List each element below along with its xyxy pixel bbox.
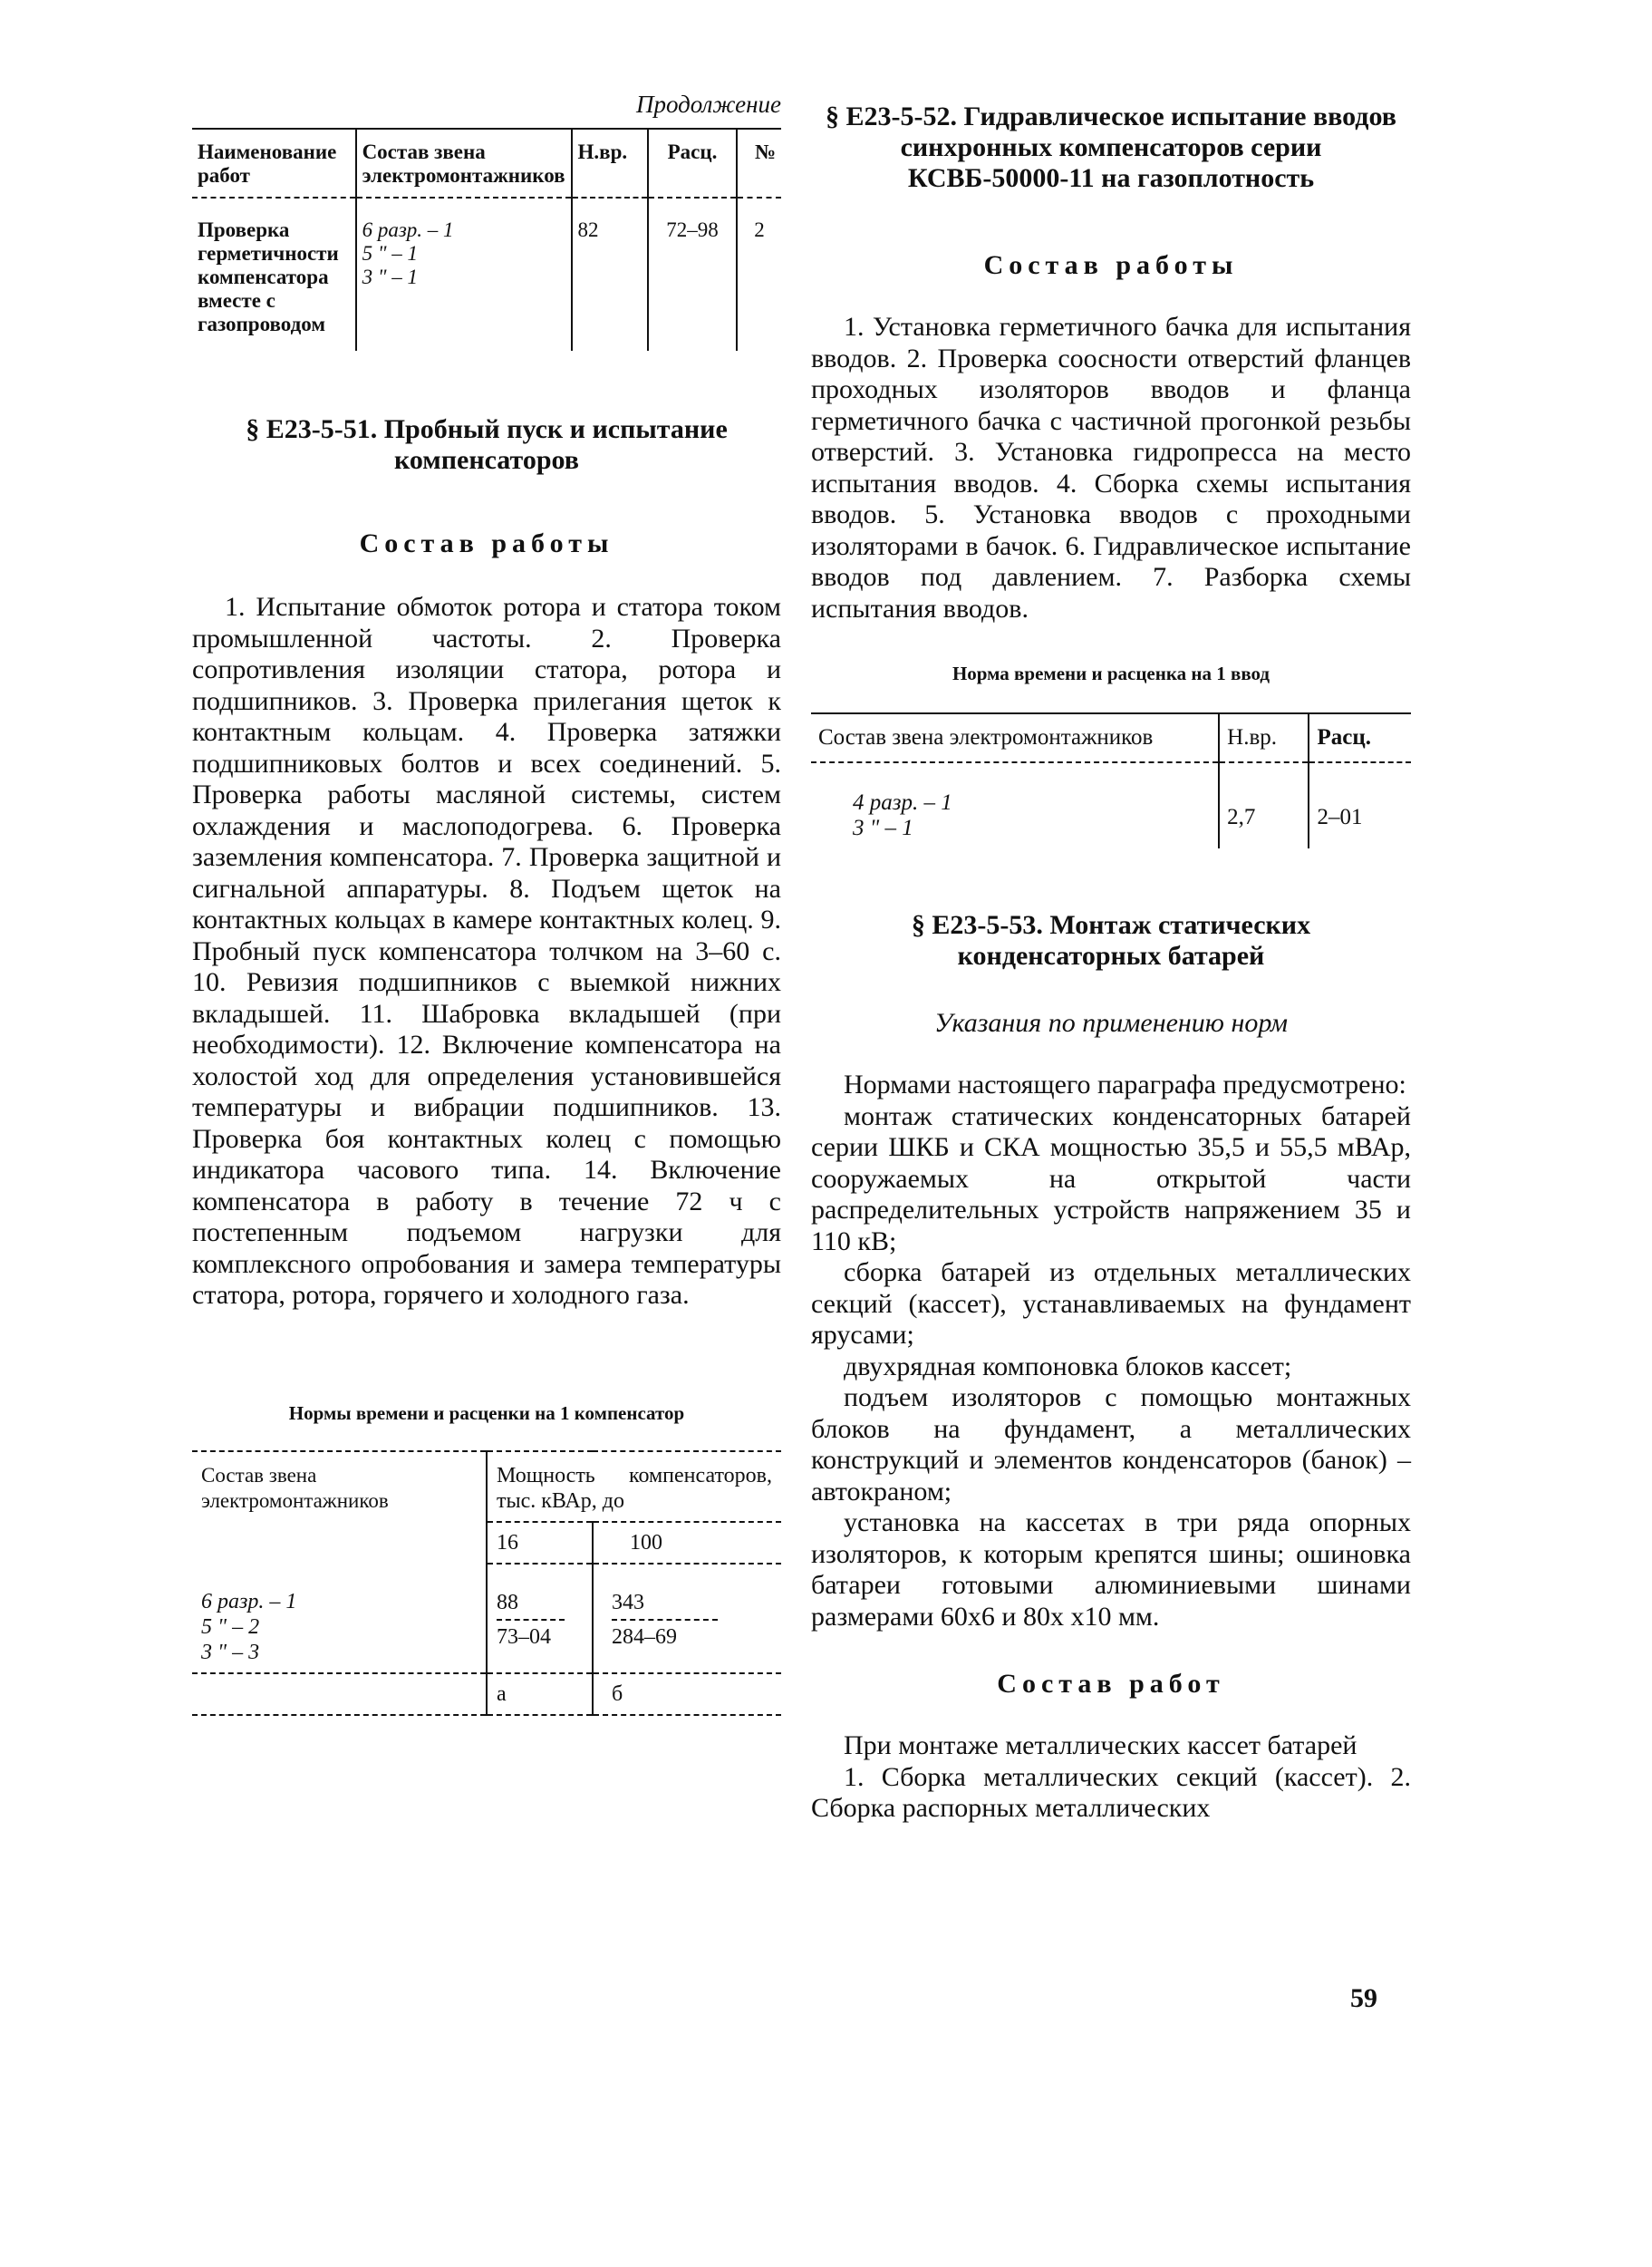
th-power-16: 16	[487, 1522, 593, 1564]
th-work-name: Наименование работ	[192, 129, 356, 198]
cell-rasc: 2–01	[1317, 805, 1363, 829]
table-header-row	[192, 129, 781, 198]
instr-paragraph: установка на кассетах в три ряда опорных изоляторов, к которым крепятся шины; ошиновка батареи готовыми алюминиевыми шинами размерами 60х6 и 80х х10 мм.	[811, 1507, 1411, 1632]
section-51-title: § Е23-5-51. Пробный пуск и испытание компенсаторов	[246, 414, 728, 475]
cell-work-name: Проверка герметичности компенсатора вместе с газопроводом	[192, 198, 356, 351]
crew-line: 4 разр. – 1	[853, 790, 952, 815]
th-number: №	[737, 129, 781, 198]
work-text-51: 1. Испытание обмоток ротора и статора током промышленной частоты. 2. Проверка сопротивления изоляции статора, ротора и подшипников. 3. Проверка прилегания щеток к контактным кольцам. 4. Проверка затяжки подшипниковых болтов и всех соединений. 5. Проверка работы масляной системы, систем охлаждения и маслоподогрева. 6. Проверка заземления компенсатора. 7. Проверка защитной и сигнальной аппаратуры. 8. Подъем щеток на контактных кольцах в камере контактных колец. 9. Пробный пуск компенсатора толчком на 3–60 с. 10. Ревизия подшипников с выемкой нижних вкладышей. 11. Шабровка вкладышей (при необходимости). 12. Включение компенсатора на холостой ход для определения установившейся температуры и вибрации подшипников. 13. Проверка боя контактных колец с помощью индикатора часового типа. 14. Включение компенсатора в работу в течение 72 ч с постепенным подъемом нагрузки для комплексного опробования и замера температуры статора, ротора, горячего и холодного газа.	[192, 592, 781, 1310]
table-continuation	[192, 128, 781, 351]
crew-line: 6 разр. – 1	[201, 1589, 297, 1613]
table-norm-input	[811, 712, 1411, 848]
work-heading-51: Состав работы	[359, 528, 614, 558]
table-header-row	[192, 1451, 781, 1522]
table-row	[192, 198, 781, 351]
table-norms-compensator	[192, 1450, 781, 1716]
works-heading-53: Состав работ	[997, 1669, 1225, 1699]
cell-values-100	[593, 1564, 781, 1673]
table-letters-row	[192, 1673, 781, 1715]
instr-paragraph: сборка батарей из отдельных металлических секций (кассет), устанавливаемых на фундамент ярусами;	[811, 1257, 1411, 1350]
right-column	[811, 102, 1411, 1825]
works-body	[811, 1730, 1411, 1825]
page-number: 59	[1350, 1983, 1377, 2013]
crew-line: 5 " – 2	[201, 1614, 260, 1639]
th-crew: Состав звена электромонтажников	[192, 1451, 487, 1564]
th-crew: Состав звена электромонтажников	[356, 129, 572, 198]
table-header-row	[811, 713, 1411, 762]
th-rasc: Расц.	[1309, 713, 1411, 762]
section-53-title: § Е23-5-53. Монтаж статических конденсаторных батарей	[911, 910, 1311, 971]
rasc-16: 73–04	[497, 1624, 551, 1649]
crew-line: 3 " – 1	[853, 816, 913, 840]
left-column	[192, 91, 781, 1716]
table2-caption: Норма времени и расценка на 1 ввод	[952, 663, 1270, 684]
cell-crew	[356, 198, 572, 351]
work-heading-52: Состав работы	[983, 250, 1239, 280]
table-row	[811, 762, 1411, 848]
cell-hvr: 2,7	[1219, 762, 1309, 848]
rasc-100: 284–69	[612, 1624, 677, 1649]
th-rasc: Расц.	[648, 129, 737, 198]
instr-paragraph: Нормами настоящего параграфа предусмотрено:	[844, 1070, 1406, 1100]
instr-paragraph: двухрядная компоновка блоков кассет;	[844, 1351, 1292, 1381]
crew-line: 3 " – 3	[201, 1640, 260, 1664]
continuation-label: Продолжение	[635, 91, 781, 118]
cell-crew	[192, 1564, 487, 1673]
hvr-100: 343	[612, 1590, 644, 1614]
instr-paragraph: подъем изоляторов с помощью монтажных блоков на фундамент, а металлических конструкций и элементов конденсаторов (банок) – автокраном;	[811, 1382, 1411, 1506]
th-power: Мощность компенсаторов, тыс. кВАр, до	[487, 1451, 781, 1522]
crew-line: 5 " – 1	[362, 242, 418, 265]
cell-crew	[811, 762, 1219, 848]
instr-paragraph: монтаж статических конденсаторных батарей серии ШКБ и СКА мощностью 35,5 и 55,5 мВАр, сооружаемых на открытой части распределительных устройств напряжением 35 и 110 кВ;	[811, 1100, 1411, 1256]
hvr-16: 88	[497, 1590, 518, 1614]
letter-a: а	[487, 1673, 593, 1715]
table-row	[192, 1564, 781, 1673]
work-text-52: 1. Установка герметичного бачка для испытания вводов. 2. Проверка соосности отверстий фланцев проходных изоляторов вводов и фланца герметичного бачка с частичной прогонкой резьбы отверстий. 3. Установка гидропресса на место испытания вводов. 4. Сборка схемы испытания вводов. 5. Установка вводов с проходными изоляторами в бачок. 6. Гидравлическое испытание вводов под давлением. 7. Разборка схемы испытания вводов.	[811, 312, 1411, 624]
cell-rasc: 72–98	[648, 198, 737, 351]
letter-b: б	[593, 1673, 781, 1715]
crew-line: 6 разр. – 1	[362, 218, 454, 241]
section-52-title: § Е23-5-52. Гидравлическое испытание вводов синхронных компенсаторов серии КСВБ-50000-11 на газоплотность	[826, 102, 1396, 193]
cell-values-16	[487, 1564, 593, 1673]
cell-empty	[192, 1673, 487, 1715]
instructions-heading: Указания по применению норм	[934, 1008, 1288, 1038]
cell-hvr: 82	[572, 198, 648, 351]
works-paragraph: При монтаже металлических кассет батарей	[844, 1730, 1357, 1760]
th-hvr: Н.вр.	[1219, 713, 1309, 762]
th-hvr: Н.вр.	[572, 129, 648, 198]
crew-line: 3 " – 1	[362, 266, 418, 288]
th-power-100: 100	[593, 1522, 781, 1564]
table3-caption: Нормы времени и расценки на 1 компенсатор	[288, 1401, 685, 1424]
cell-number: 2	[754, 218, 765, 241]
instructions-body	[811, 1070, 1411, 1632]
works-paragraph: 1. Сборка металлических секций (кассет). 2. Сборка распорных металлических	[811, 1761, 1411, 1823]
th-crew: Состав звена электромонтажников	[811, 713, 1219, 762]
